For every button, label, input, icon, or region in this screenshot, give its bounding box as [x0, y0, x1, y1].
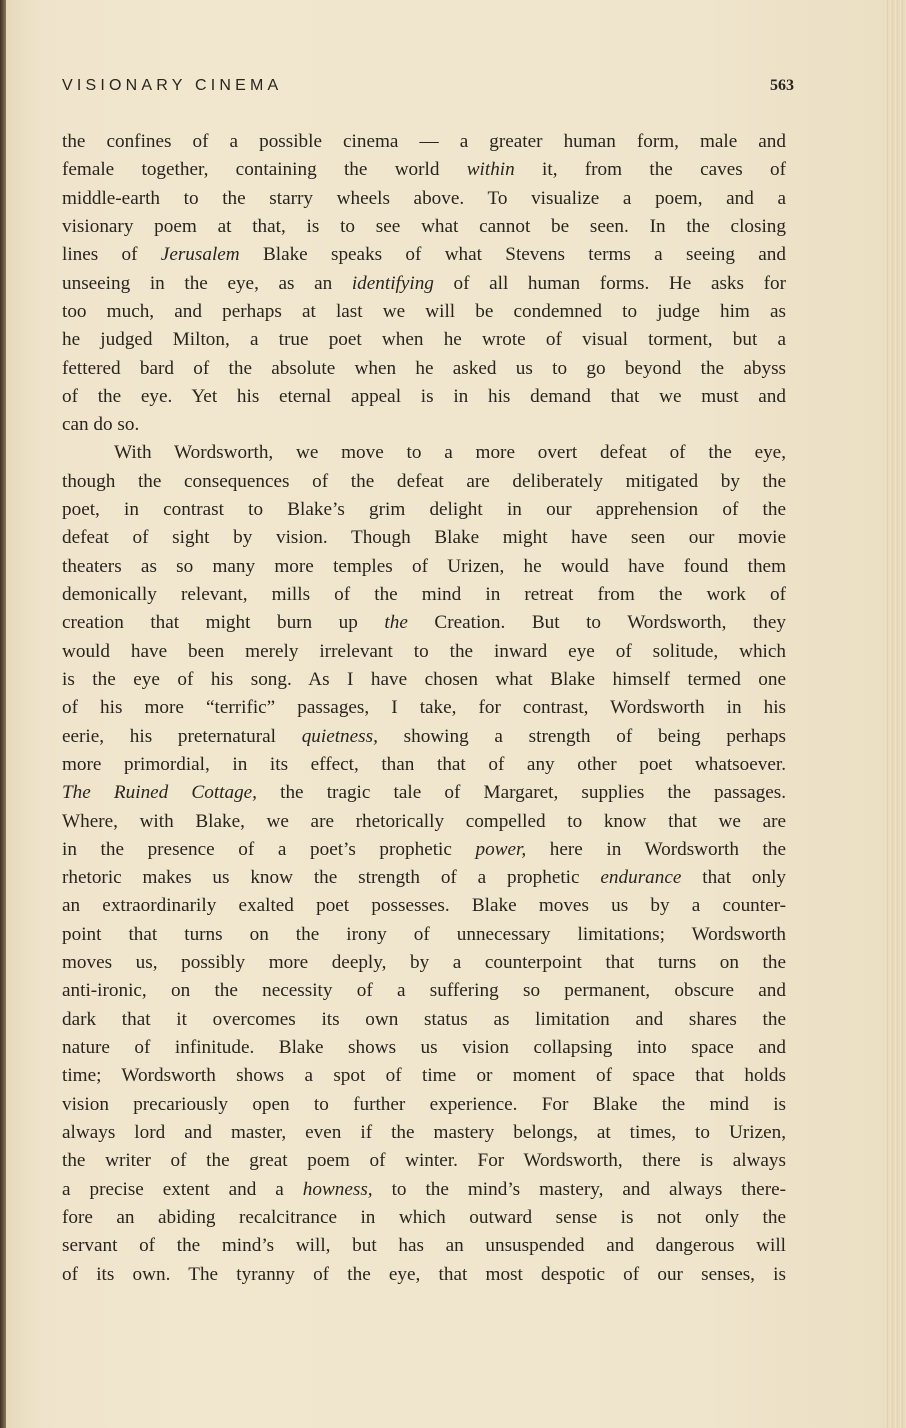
text-line: can do so.	[62, 414, 140, 436]
text-line: of its own. The tyranny of the eye, that most despotic of our senses, is	[62, 1263, 786, 1285]
text-line: an extraordinarily exalted poet possesses. Blake moves us by a counter-	[62, 895, 786, 917]
text-line: anti-ironic, on the necessity of a suffering so permanent, obscure and	[62, 980, 786, 1002]
text-line: rhetoric makes us know the strength of a prophetic endurance that only	[62, 867, 787, 889]
text-line: With Wordsworth, we move to a more overt defeat of the eye,	[114, 442, 786, 464]
text-line: too much, and perhaps at last we will be condemned to judge him as	[62, 300, 786, 322]
book-spine-shadow	[0, 0, 6, 1428]
text-line: is the eye of his song. As I have chosen what Blake himself termed one	[62, 668, 786, 690]
text-line: visionary poem at that, is to see what cannot be seen. In the closing	[62, 215, 786, 237]
text-line: he judged Milton, a true poet when he wrote of visual torment, but a	[62, 329, 786, 351]
text-line: though the consequences of the defeat are deliberately mitigated by the	[62, 470, 786, 492]
page-edge-stack	[884, 0, 906, 1428]
text-line: servant of the mind’s will, but has an unsuspended and dangerous will	[62, 1235, 786, 1257]
text-line: poet, in contrast to Blake’s grim delight in our apprehension of the	[62, 499, 786, 521]
text-line: would have been merely irrelevant to the inward eye of solitude, which	[62, 640, 786, 662]
text-line: theaters as so many more temples of Urizen, he would have found them	[62, 555, 786, 577]
text-line: fettered bard of the absolute when he asked us to go beyond the abyss	[62, 357, 786, 379]
text-line: vision precariously open to further experience. For Blake the mind is	[62, 1093, 786, 1115]
text-line: middle-earth to the starry wheels above. To visualize a poem, and a	[62, 187, 786, 209]
text-line: moves us, possibly more deeply, by a counterpoint that turns on the	[62, 952, 786, 974]
text-line: lines of Jerusalem Blake speaks of what Stevens terms a seeing and	[62, 244, 786, 266]
text-line: defeat of sight by vision. Though Blake might have seen our movie	[62, 527, 786, 549]
running-head-title: VISIONARY CINEMA	[62, 77, 283, 94]
text-line: a precise extent and a howness, to the mind’s mastery, and always there-	[62, 1178, 786, 1200]
text-line: of the eye. Yet his eternal appeal is in his demand that we must and	[62, 385, 786, 407]
text-line: of his more “terrific” passages, I take, for contrast, Wordsworth in his	[62, 697, 786, 719]
text-line: in the presence of a poet’s prophetic power, here in Wordsworth the	[62, 838, 786, 860]
text-line: eerie, his preternatural quietness, showing a strength of being perhaps	[62, 725, 786, 747]
text-line: the confines of a possible cinema — a greater human form, male and	[62, 131, 786, 152]
text-line: always lord and master, even if the mastery belongs, at times, to Urizen,	[62, 1121, 786, 1143]
text-line: the writer of the great poem of winter. For Wordsworth, there is always	[62, 1150, 786, 1172]
text-line: female together, containing the world within it, from the caves of	[62, 159, 786, 181]
page-number: 563	[770, 77, 794, 94]
text-line: unseeing in the eye, as an identifying of all human forms. He asks for	[62, 272, 786, 294]
text-line: nature of infinitude. Blake shows us vision collapsing into space and	[62, 1037, 786, 1058]
text-line: fore an abiding recalcitrance in which outward sense is not only the	[62, 1206, 786, 1228]
text-line: more primordial, in its effect, than that of any other poet whatsoever.	[62, 753, 786, 775]
text-line: Where, with Blake, we are rhetorically compelled to know that we are	[62, 810, 786, 832]
text-line: dark that it overcomes its own status as limitation and shares the	[62, 1008, 786, 1030]
body-text	[62, 128, 786, 1289]
text-line: point that turns on the irony of unnecessary limitations; Wordsworth	[62, 923, 786, 945]
text-line: demonically relevant, mills of the mind in retreat from the work of	[62, 584, 786, 605]
text-line: The Ruined Cottage, the tragic tale of Margaret, supplies the passages.	[62, 782, 786, 804]
text-line: creation that might burn up the Creation. But to Wordsworth, they	[62, 612, 786, 634]
running-head	[62, 77, 794, 99]
text-line: time; Wordsworth shows a spot of time or moment of space that holds	[62, 1065, 786, 1087]
